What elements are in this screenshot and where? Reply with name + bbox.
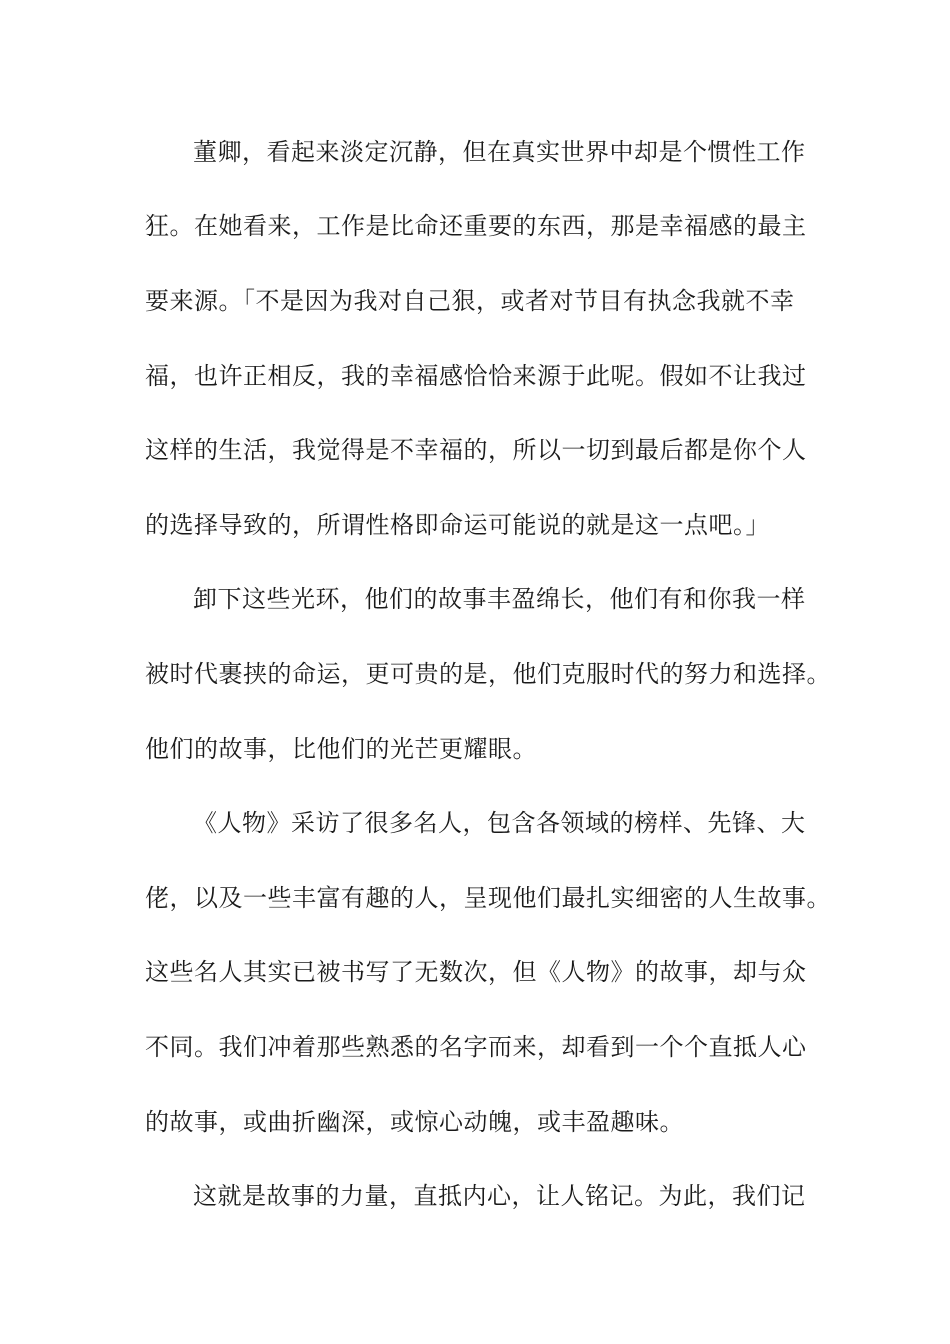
paragraph-2-line-2: 被时代裹挟的命运，更可贵的是，他们克服时代的努力和选择。 (145, 660, 831, 688)
paragraph-1-line-1: 董卿，看起来淡定沉静，但在真实世界中却是个惯性工作 (193, 138, 806, 166)
paragraph-1-line-4: 福，也许正相反，我的幸福感恰恰来源于此呢。假如不让我过 (145, 362, 807, 390)
paragraph-3-line-5: 的故事，或曲折幽深，或惊心动魄，或丰盈趣味。 (145, 1108, 684, 1136)
paragraph-2-line-1: 卸下这些光环，他们的故事丰盈绵长，他们有和你我一样 (193, 585, 806, 613)
paragraph-1-line-2: 狂。在她看来，工作是比命还重要的东西，那是幸福感的最主 (145, 212, 807, 240)
paragraph-1-line-6: 的选择导致的，所谓性格即命运可能说的就是这一点吧。」 (145, 511, 770, 539)
paragraph-2-line-3: 他们的故事，比他们的光芒更耀眼。 (145, 735, 537, 763)
paragraph-4-line-1: 这就是故事的力量，直抵内心，让人铭记。为此，我们记 (193, 1182, 806, 1210)
paragraph-1-line-3: 要来源。「不是因为我对自己狠，或者对节目有执念我就不幸 (145, 287, 795, 315)
paragraph-3-line-2: 佬，以及一些丰富有趣的人，呈现他们最扎实细密的人生故事。 (145, 884, 831, 912)
paragraph-1-line-5: 这样的生活，我觉得是不幸福的，所以一切到最后都是你个人 (145, 436, 807, 464)
paragraph-3-line-3: 这些名人其实已被书写了无数次，但《人物》的故事，却与众 (145, 958, 807, 986)
paragraph-3-line-4: 不同。我们冲着那些熟悉的名字而来，却看到一个个直抵人心 (145, 1033, 807, 1061)
paragraph-3-line-1: 《人物》采访了很多名人，包含各领域的榜样、先锋、大 (193, 809, 806, 837)
